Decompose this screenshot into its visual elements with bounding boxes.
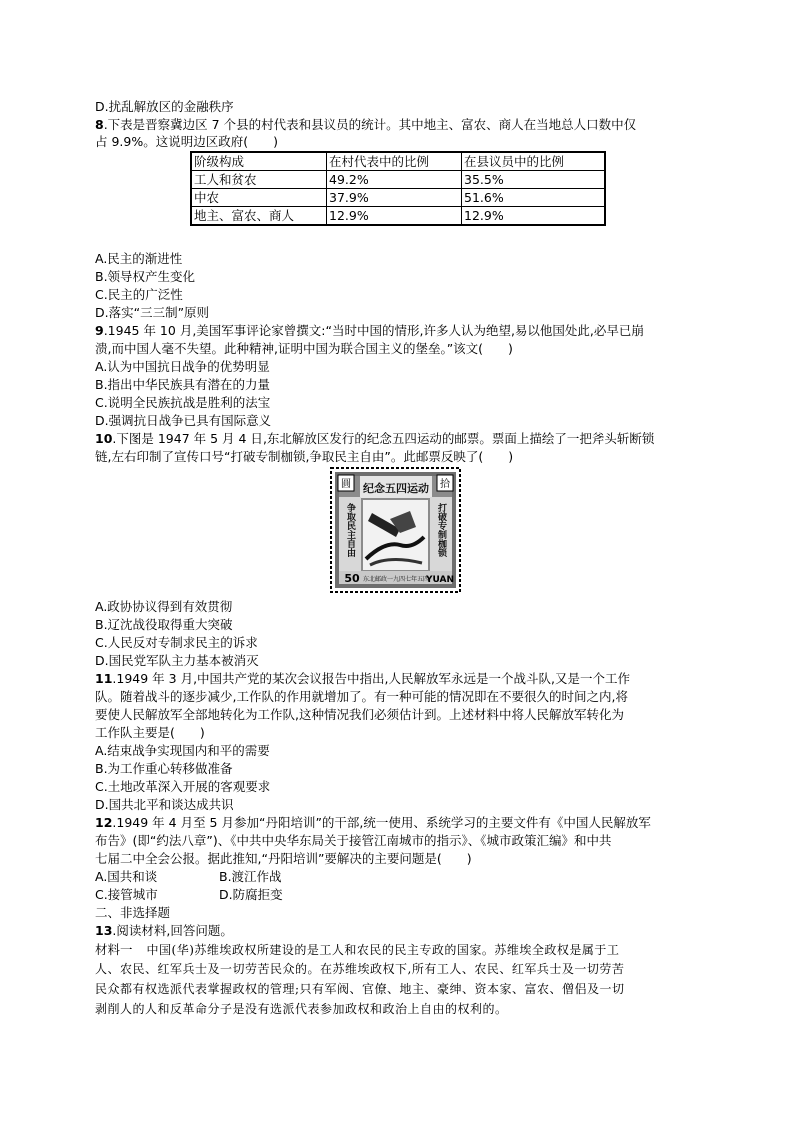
table-header-cell: 阶级构成	[191, 152, 327, 171]
stamp-title: 纪念五四运动	[363, 482, 429, 495]
q11-stem-line4: 工作队主要是( )	[95, 725, 205, 740]
table-row	[191, 189, 605, 207]
stamp-left-slogan: 争取民主自由	[345, 503, 355, 557]
q11-option-a: A.结束战争实现国内和平的需要	[95, 743, 270, 758]
q8-table	[190, 151, 606, 226]
q11-option-c: C.土地改革深入开展的客观要求	[95, 779, 271, 794]
stamp-corner-right: 拾	[440, 479, 450, 490]
q9-option-d: D.强调抗日战争已具有国际意义	[95, 413, 272, 428]
table-row	[191, 207, 605, 226]
q9-stem-text: .1945 年 10 月,美国军事评论家曾撰文:“当时中国的情形,许多人认为绝望,易以他国处此,必早已崩	[103, 323, 644, 338]
q10-option-d: D.国民党军队主力基本被消灭	[95, 653, 259, 668]
q11-stem-line2: 队。随着战斗的逐步减少,工作队的作用就增加了。有一种可能的情况即在不要很久的时间之内,将	[95, 689, 628, 704]
table-header-cell: 在村代表中的比例	[327, 152, 462, 171]
q10-stem-line2: 链,左右印制了宣传口号“打破专制枷锁,争取民主自由”。此邮票反映了( )	[95, 449, 514, 464]
q12-stem-text: .1949 年 4 月至 5 月参加“丹阳培训”的干部,统一使用、系统学习的主要文件有《中国人民解放军	[112, 815, 651, 830]
q7-option-d: D.扰乱解放区的金融秩序	[95, 99, 234, 114]
q8-option-c: C.民主的广泛性	[95, 287, 183, 302]
material-1-line1	[95, 941, 619, 959]
q9-option-b: B.指出中华民族具有潜在的力量	[95, 377, 271, 392]
q11-option-b: B.为工作重心转移做准备	[95, 761, 233, 776]
q8-option-a: A.民主的渐进性	[95, 251, 183, 266]
table-cell: 37.9%	[327, 189, 462, 207]
q10-stem-line1	[95, 430, 654, 447]
q9-option-c: C.说明全民族抗战是胜利的法宝	[95, 395, 271, 410]
q11-option-d: D.国共北平和谈达成共识	[95, 797, 234, 812]
stamp-currency: YUAN	[425, 575, 455, 585]
material-1-line2: 人、农民、红军兵士及一切劳苦民众的。在苏维埃政权下,所有工人、农民、红军兵士及一切劳苦	[95, 962, 625, 976]
q13-number: 13	[95, 923, 113, 938]
q10-option-c: C.人民反对专制求民主的诉求	[95, 635, 258, 650]
stamp-image	[330, 467, 461, 593]
stamp-bottom-text: 东北邮政一九四七年五四	[362, 576, 430, 583]
q12-option-c: C.接管城市	[95, 887, 158, 902]
material-1-label: 材料一	[95, 942, 133, 957]
table-cell: 51.6%	[462, 189, 606, 207]
stamp-value: 50	[344, 572, 360, 585]
q12-stem-line3: 七届二中全会公报。据此推知,“丹阳培训”要解决的主要问题是( )	[95, 851, 472, 866]
q12-option-a: A.国共和谈	[95, 869, 158, 884]
table-cell: 49.2%	[327, 171, 462, 189]
q10-number: 10	[95, 431, 113, 446]
q8-option-d: D.落实“三三制”原则	[95, 305, 210, 320]
material-1-line3: 民众都有权选派代表掌握政权的管理;只有军阀、官僚、地主、豪绅、资本家、富农、僧侣及一切	[95, 982, 625, 996]
q12-stem-line1	[95, 814, 651, 831]
stamp-corner-left: 圓	[341, 479, 351, 490]
q12-option-d: D.防腐拒变	[219, 887, 283, 902]
q8-number: 8	[95, 117, 104, 132]
q11-stem-text: .1949 年 3 月,中国共产党的某次会议报告中指出,人民解放军永远是一个战斗队,又是一个工作	[112, 671, 630, 686]
q9-stem-line1	[95, 322, 644, 339]
q9-stem-line2: 溃,而中国人毫不失望。此种精神,证明中国为联合国主义的堡垒。”该文( )	[95, 341, 513, 356]
q8-option-b: B.领导权产生变化	[95, 269, 196, 284]
q11-number: 11	[95, 671, 113, 686]
table-cell: 中农	[191, 189, 327, 207]
material-1-line4: 剥削人的人和反革命分子是没有选派代表参加政权和政治上自由的权利的。	[95, 1002, 508, 1016]
material-1-text: 中国(华)苏维埃政权所建设的是工人和农民的民主专政的国家。苏维埃全政权是属于工	[146, 943, 620, 957]
q10-stem-text: .下图是 1947 年 5 月 4 日,东北解放区发行的纪念五四运动的邮票。票面上描绘了一把斧头斩断锁	[112, 431, 655, 446]
stamp-right-slogan: 打破专制枷锁	[436, 503, 446, 557]
q8-stem-line2: 占 9.9%。这说明边区政府( )	[95, 134, 278, 149]
table-header-row	[191, 152, 605, 171]
q8-stem-line1	[95, 116, 636, 133]
table-cell: 35.5%	[462, 171, 606, 189]
table-cell: 12.9%	[327, 207, 462, 226]
q9-option-a: A.认为中国抗日战争的优势明显	[95, 359, 270, 374]
q12-number: 12	[95, 815, 113, 830]
table-cell: 工人和贫农	[191, 171, 327, 189]
table-cell: 12.9%	[462, 207, 606, 226]
table-cell: 地主、富农、商人	[191, 207, 327, 226]
q13-stem-text: .阅读材料,回答问题。	[112, 923, 233, 938]
q11-stem-line1	[95, 670, 630, 687]
table-header-cell: 在县议员中的比例	[462, 152, 606, 171]
section-heading: 二、非选择题	[95, 905, 171, 920]
table-row	[191, 171, 605, 189]
q13-stem	[95, 922, 233, 939]
q12-stem-line2: 布告》(即“约法八章”)、《中共中央华东局关于接管江南城市的指示》、《城市政策汇编》和中共	[95, 833, 612, 848]
q9-number: 9	[95, 323, 104, 338]
q10-option-b: B.辽沈战役取得重大突破	[95, 617, 233, 632]
q10-option-a: A.政协协议得到有效贯彻	[95, 599, 233, 614]
q8-stem-text: .下表是晋察冀边区 7 个县的村代表和县议员的统计。其中地主、富农、商人在当地总人口数中仅	[103, 117, 637, 132]
q11-stem-line3: 要使人民解放军全部地转化为工作队,这种情况我们必须估计到。上述材料中将人民解放军转化为	[95, 707, 624, 722]
q12-option-b: B.渡江作战	[219, 869, 282, 884]
